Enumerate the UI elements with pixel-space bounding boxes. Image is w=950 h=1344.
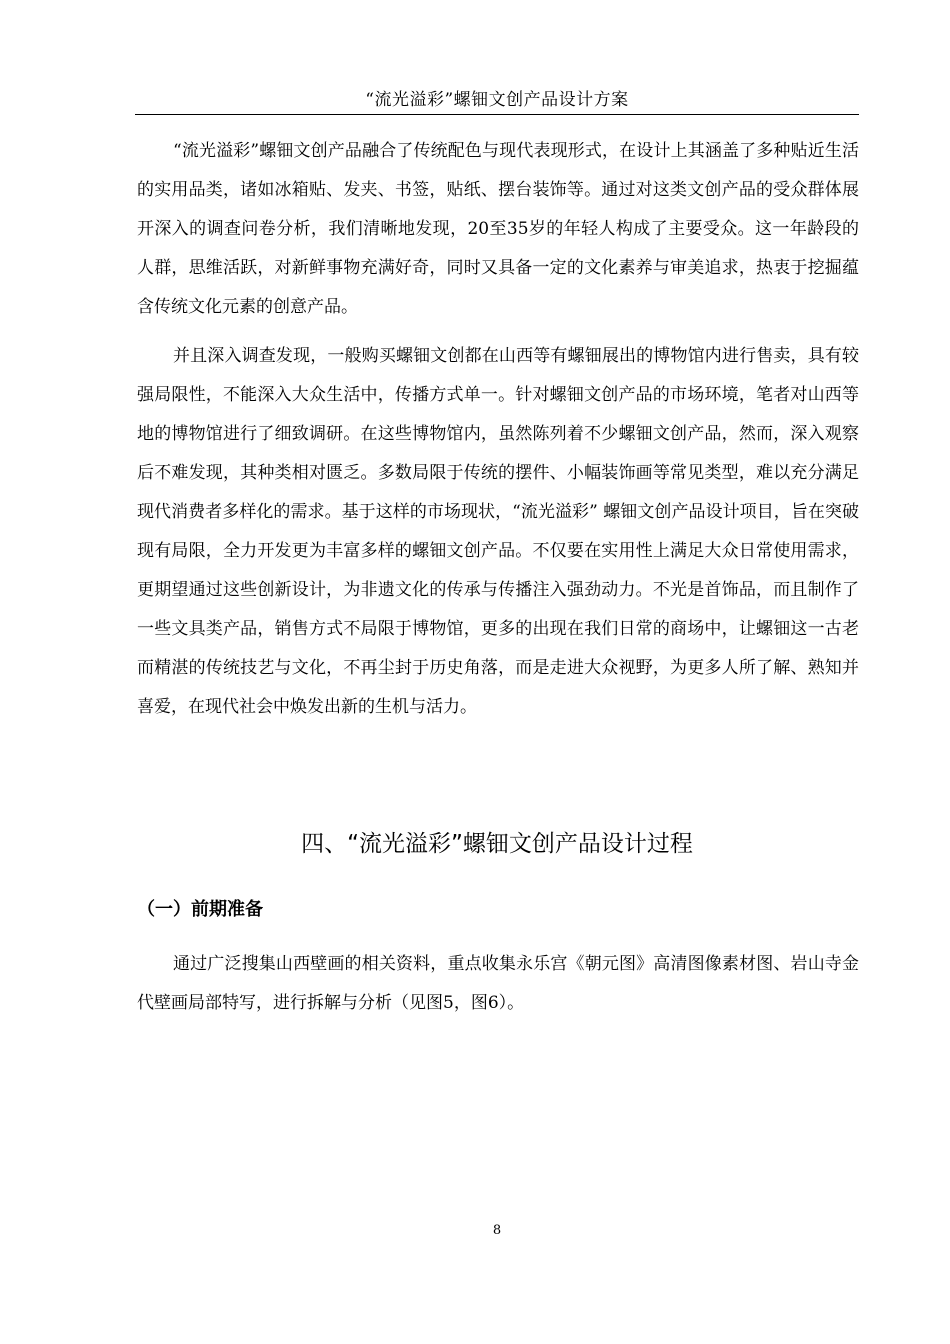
body-paragraph-preparation: 通过广泛搜集山西壁画的相关资料，重点收集永乐宫《朝元图》高清图像素材图、岩山寺金代壁画局部特写，进行拆解与分析（见图5，图6）。 [137, 954, 859, 1013]
body-paragraph-audience: “流光溢彩”螺钿文创产品融合了传统配色与现代表现形式，在设计上其涵盖了多种贴近生活的实用品类，诸如冰箱贴、发夹、书签，贴纸、摆台装饰等。通过对这类文创产品的受众群体展开深入的调查问卷分析，我们清晰地发现，20至35岁的年轻人构成了主要受众。这一年龄段的人群，思维活跃，对新鲜事物充满好奇，同时又具备一定的文化素养与审美追求，热衷于挖掘蕴含传统文化元素的创意产品。 [137, 141, 859, 317]
subsection-heading-preparation: （一）前期准备 [137, 899, 263, 920]
running-header-title: “流光溢彩”螺钿文创产品设计方案 [365, 90, 629, 110]
page-number: 8 [492, 1223, 502, 1238]
section-heading-design-process: 四、“流光溢彩”螺钿文创产品设计过程 [301, 831, 693, 857]
header-divider [135, 114, 859, 115]
body-paragraph-market: 并且深入调查发现，一般购买螺钿文创都在山西等有螺钿展出的博物馆内进行售卖，具有较强局限性，不能深入大众生活中，传播方式单一。针对螺钿文创产品的市场环境，笔者对山西等地的博物馆进行了细致调研。在这些博物馆内，虽然陈列着不少螺钿文创产品，然而，深入观察后不难发现，其种类相对匮乏。多数局限于传统的摆件、小幅装饰画等常见类型，难以充分满足现代消费者多样化的需求。基于这样的市场现状，“流光溢彩” 螺钿文创产品设计项目，旨在突破现有局限，全力开发更为丰富多样的螺钿文创产品。不仅要在实用性上满足大众日常使用需求，更期望通过这些创新设计，为非遗文化的传承与传播注入强劲动力。不光是首饰品，而且制作了一些文具类产品，销售方式不局限于博物馆，更多的出现在我们日常的商场中，让螺钿这一古老而精湛的传统技艺与文化，不再尘封于历史角落，而是走进大众视野，为更多人所了解、熟知并喜爱，在现代社会中焕发出新的生机与活力。 [137, 346, 859, 717]
